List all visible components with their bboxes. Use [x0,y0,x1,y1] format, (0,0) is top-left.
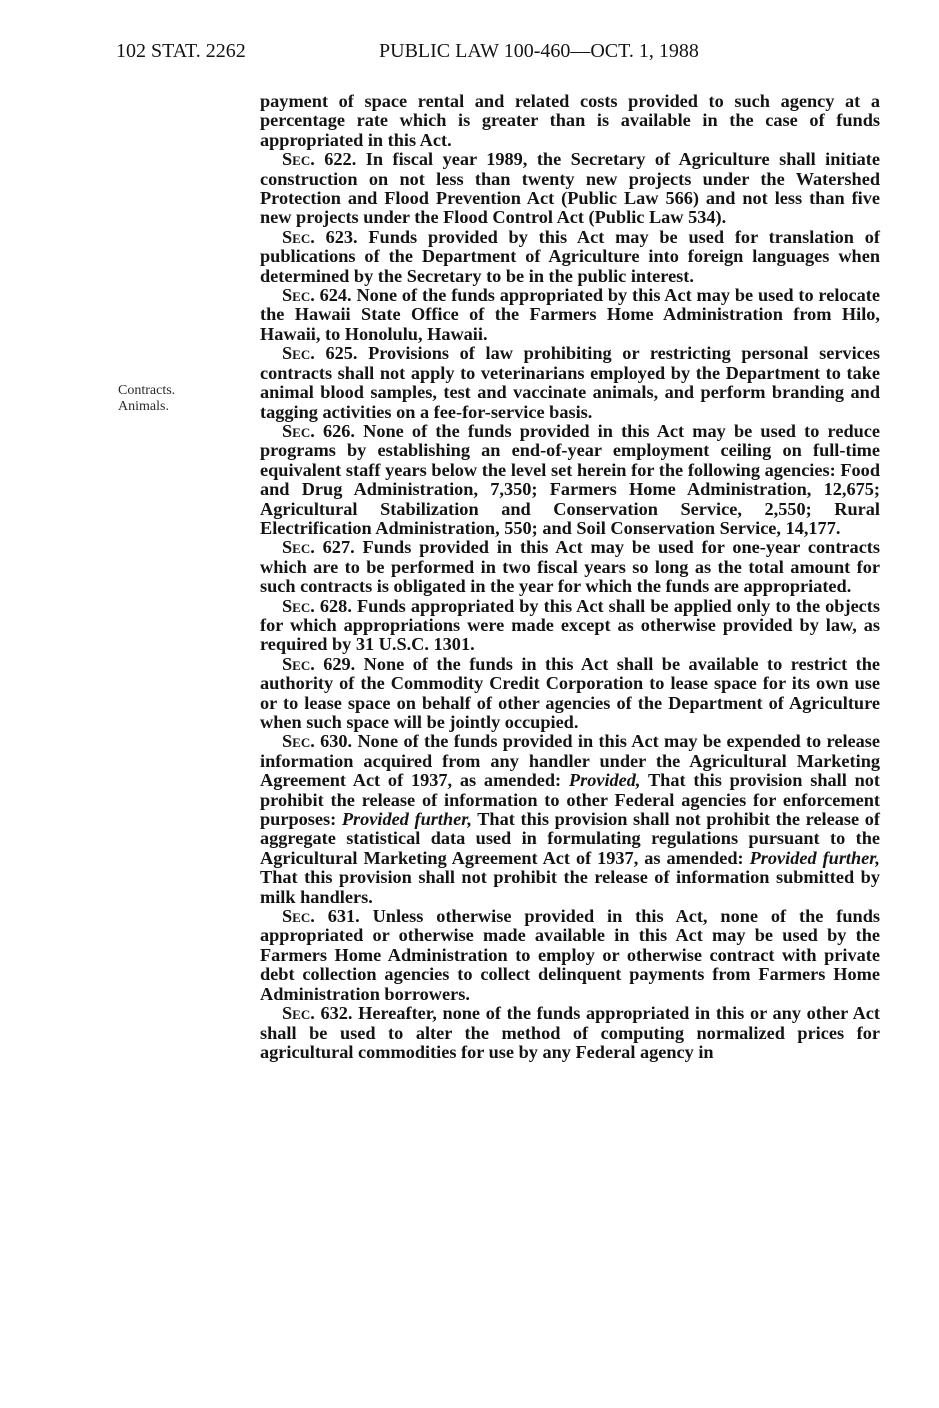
section-number: Sec. 630. [282,731,353,752]
margin-note-contracts: Contracts. [118,383,176,398]
section-text: Funds appropriated by this Act shall be applied only to the objects for which appropriations were made except as otherwise provided by law, as required by 31 U.S.C. 1301. [260,595,880,655]
section-number: Sec. 631. [282,906,360,927]
section-text: None of the funds provided in this Act may be used to reduce programs by establishing an end-of-year employment ceiling on full-time equivalent staff years below the level set herein for the following agencies: Food and Drug Administration, 7,350; Farmers Home Administration, 12,675; Agricultural Stabilization and Conservation Service, 2,550; Rural Electrification Administration, 550; and Soil Conservation Service, 14,177. [260,420,881,538]
section-number: Sec. 623. [282,226,358,247]
body-text [260,92,880,1062]
margin-note-animals: Animals. [118,399,169,414]
paragraph-continuation: payment of space rental and related costs provided to such agency at a percentage rate which is greater than is available in the case of funds appropriated in this Act. [260,91,880,150]
proviso-provided-further: Provided further, [341,809,472,830]
section-text: In fiscal year 1989, the Secretary of Agriculture shall initiate construction on not less than twenty new projects under the Watershed Protection and Flood Prevention Act (Public Law 566) and not less than five new projects under the Flood Control Act (Public Law 534). [260,149,880,228]
section-624 [260,286,880,344]
section-number: Sec. 628. [282,595,352,616]
section-626 [260,422,880,538]
section-629 [260,655,880,733]
proviso-provided-further: Provided further, [749,847,880,868]
section-number: Sec. 629. [282,653,356,674]
proviso-provided: Provided, [568,770,641,791]
statute-citation: 102 STAT. 2262 [116,40,246,62]
section-text: That this provision shall not prohibit the release of information to other Federal agencies for enforcement purposes: [260,770,880,830]
section-628 [260,597,880,655]
margin-notes [118,383,175,415]
section-text: None of the funds in this Act shall be available to restrict the authority of the Commodity Credit Corporation to lease space for its own use or to lease space on behalf of other agencies of the Department of Agriculture when such space will be jointly occupied. [260,653,881,732]
section-text: That this provision shall not prohibit the release of aggregate statistical data used in formulating regulations pursuant to the Agricultural Marketing Agreement Act of 1937, as amended: [260,809,880,868]
section-630 [260,732,880,907]
section-632 [260,1004,880,1062]
section-text: Unless otherwise provided in this Act, none of the funds appropriated or otherwise made available in this Act may be used by the Farmers Home Administration to employ or otherwise contract with private debt collection agencies to collect delinquent payments from Farmers Home Administration borrowers. [260,906,881,1004]
section-number: Sec. 626. [282,420,355,441]
section-number: Sec. 622. [282,149,357,170]
page-header [116,40,886,70]
running-title: PUBLIC LAW 100-460—OCT. 1, 1988 [379,40,699,62]
section-text: Provisions of law prohibiting or restricting personal services contracts shall not apply to veterinarians employed by the Department to take animal blood samples, test and vaccinate animals, and perform branding and tagging activities on a fee-for-service basis. [260,343,880,422]
section-number: Sec. 627. [282,537,355,558]
section-number: Sec. 625. [282,343,358,364]
section-text: That this provision shall not prohibit the release of information submitted by milk handlers. [260,867,880,907]
section-623 [260,228,880,286]
section-text: Funds provided by this Act may be used for translation of publications of the Department of Agriculture into foreign languages when determined by the Secretary to be in the public interest. [260,226,880,286]
section-text: Funds provided in this Act may be used for one-year contracts which are to be performed in two fiscal years so long as the total amount for such contracts is obligated in the year for which the funds are appropriated. [260,537,881,597]
section-627 [260,538,880,596]
section-631 [260,907,880,1004]
section-text: None of the funds provided in this Act may be expended to release information acquired from any handler under the Agricultural Marketing Agreement Act of 1937, as amended: [260,731,880,791]
section-625 [260,344,880,422]
section-number: Sec. 632. [282,1003,353,1024]
section-622 [260,150,880,228]
section-text: Hereafter, none of the funds appropriated in this or any other Act shall be used to alter the method of computing normalized prices for agricultural commodities for use by any Federal agency in [260,1003,880,1062]
section-number: Sec. 624. [282,285,352,306]
section-text: None of the funds appropriated by this Act may be used to relocate the Hawaii State Office of the Farmers Home Administration from Hilo, Hawaii, to Honolulu, Hawaii. [260,285,880,344]
